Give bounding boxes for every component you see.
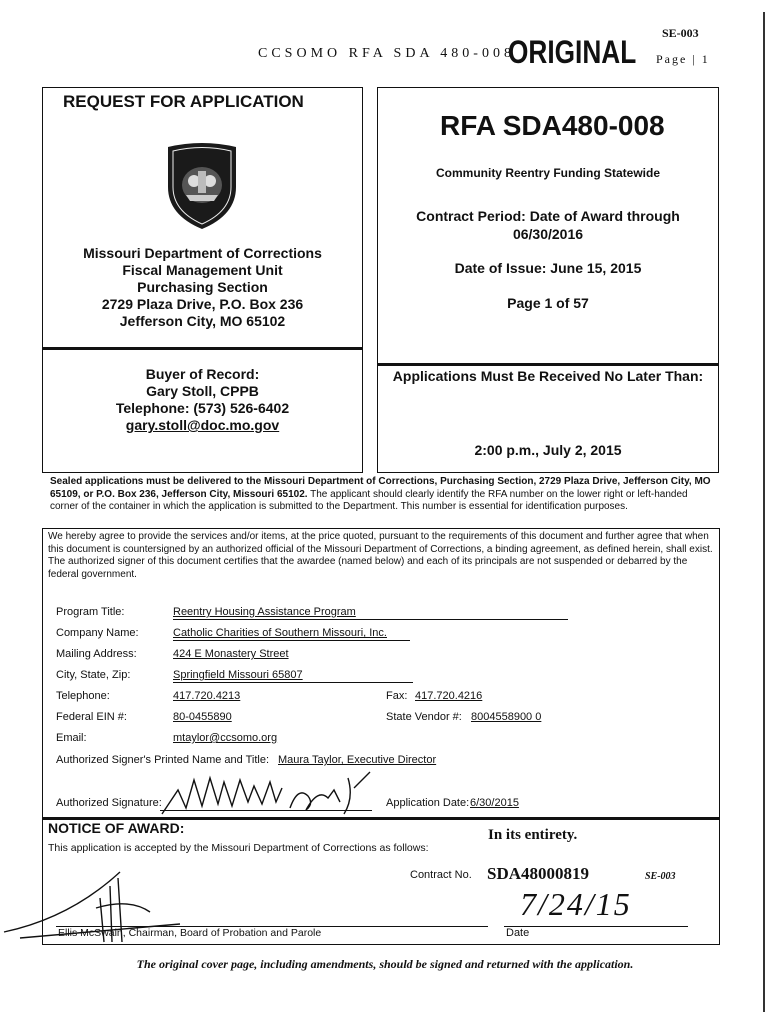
- award-in-entirety: In its entirety.: [488, 827, 578, 843]
- deadline-label: Applications Must Be Received No Later Than:: [392, 368, 704, 384]
- company-label: Company Name:: [56, 627, 139, 639]
- buyer-email-link[interactable]: gary.stoll@doc.mo.gov: [125, 417, 280, 433]
- application-date-label: Application Date:: [386, 797, 470, 809]
- telephone-field[interactable]: 417.720.4213: [173, 690, 241, 702]
- deadline-time: 2:00 p.m., July 2, 2015: [474, 442, 622, 458]
- company-line: [173, 640, 410, 641]
- program-name: Community Reentry Funding Statewide: [435, 166, 660, 180]
- agency-city: Jefferson City, MO 65102: [119, 313, 286, 329]
- mailing-label: Mailing Address:: [56, 648, 137, 660]
- department-seal-icon: [164, 141, 240, 231]
- running-head: CCSOMO RFA SDA 480-008: [258, 46, 515, 61]
- document-title: REQUEST FOR APPLICATION: [63, 92, 304, 111]
- buyer-name: Gary Stoll, CPPB: [146, 383, 259, 399]
- buyer-label: Buyer of Record:: [145, 366, 260, 382]
- applicant-signature-icon[interactable]: [158, 768, 373, 820]
- delivery-note: [50, 476, 715, 514]
- award-signer: Ellis McSwain, Chairman, Board of Probation and Parole: [58, 927, 322, 939]
- award-date-line: [504, 926, 688, 927]
- date-of-issue: Date of Issue: June 15, 2015: [454, 260, 642, 276]
- contract-stamp: SE-003: [645, 871, 676, 882]
- footer-instruction: The original cover page, including amendments, should be signed and returned with the application.: [136, 957, 634, 971]
- fax-label: Fax:: [386, 690, 408, 702]
- program-title-line: [173, 619, 568, 620]
- agency-name: Missouri Department of Corrections: [83, 245, 322, 261]
- right-margin-line: [763, 12, 765, 1012]
- vendor-label: State Vendor #:: [386, 711, 462, 723]
- city-label: City, State, Zip:: [56, 669, 131, 681]
- email-field[interactable]: mtaylor@ccsomo.org: [173, 732, 278, 744]
- telephone-label: Telephone:: [56, 690, 110, 702]
- rfa-number: RFA SDA480-008: [440, 110, 665, 141]
- agency-section: Purchasing Section: [137, 279, 268, 295]
- buyer-telephone: Telephone: (573) 526-6402: [115, 400, 290, 416]
- agency-street: 2729 Plaza Drive, P.O. Box 236: [101, 296, 304, 312]
- buyer-block: [42, 366, 363, 434]
- contract-period: Contract Period: Date of Award through 06/30/2016: [416, 208, 680, 242]
- fax-field[interactable]: 417.720.4216: [415, 690, 483, 702]
- city-field[interactable]: Springfield Missouri 65807: [173, 669, 303, 681]
- signer-label: Authorized Signer's Printed Name and Title:: [56, 754, 270, 766]
- signer-field[interactable]: Maura Taylor, Executive Director: [278, 754, 437, 766]
- agency-address: [42, 245, 363, 330]
- award-date-handwritten: 7/24/15: [520, 886, 632, 922]
- company-field[interactable]: Catholic Charities of Southern Missouri, Inc.: [173, 627, 387, 639]
- agreement-text: We hereby agree to provide the services and/or items, at the price quoted, pursuant to the requirements of this document and further agree that when this document is countersigned by an authorized official of the Missouri Department of Corrections, a binding agreement, as defined herein, shall exist. The authorized signer of this document certifies that the awardee (named below) and each of its principals are not suspended or debarred by the federal government.: [48, 531, 713, 580]
- ein-label: Federal EIN #:: [56, 711, 127, 723]
- agency-unit: Fiscal Management Unit: [122, 262, 283, 278]
- email-label: Email:: [56, 732, 87, 744]
- page-label: Page | 1: [656, 52, 710, 66]
- delivery-note-rest: The applicant should clearly identify the RFA number on the lower right or left-handed corner of the container in which the application is submitted to the Department. This number is essential for identification purposes.: [50, 488, 688, 512]
- delivery-note-bold: Sealed applications must be delivered to the Missouri Department of Corrections, Purchasing Section, 2729 Plaza Drive, Jefferson City, MO 65109, or P.O. Box 236, Jefferson City, Missouri 65102.: [50, 476, 711, 500]
- original-stamp: ORIGINAL: [508, 34, 637, 70]
- vendor-field[interactable]: 8004558900 0: [471, 711, 542, 723]
- stamp-code: SE-003: [662, 26, 699, 40]
- contract-number: SDA48000819: [487, 864, 590, 883]
- program-title-label: Program Title:: [56, 606, 125, 618]
- award-date-label: Date: [506, 927, 530, 939]
- ein-field[interactable]: 80-0455890: [173, 711, 232, 723]
- signature-label: Authorized Signature:: [56, 797, 162, 809]
- contract-number-label: Contract No.: [410, 869, 472, 881]
- page-count: Page 1 of 57: [507, 295, 589, 311]
- award-title: NOTICE OF AWARD:: [48, 820, 185, 836]
- city-line: [173, 682, 413, 683]
- mailing-field[interactable]: 424 E Monastery Street: [173, 648, 289, 660]
- program-title-field[interactable]: Reentry Housing Assistance Program: [173, 606, 356, 618]
- award-accepted-text: This application is accepted by the Missouri Department of Corrections as follows:: [48, 842, 429, 854]
- application-date-field[interactable]: 6/30/2015: [470, 797, 519, 809]
